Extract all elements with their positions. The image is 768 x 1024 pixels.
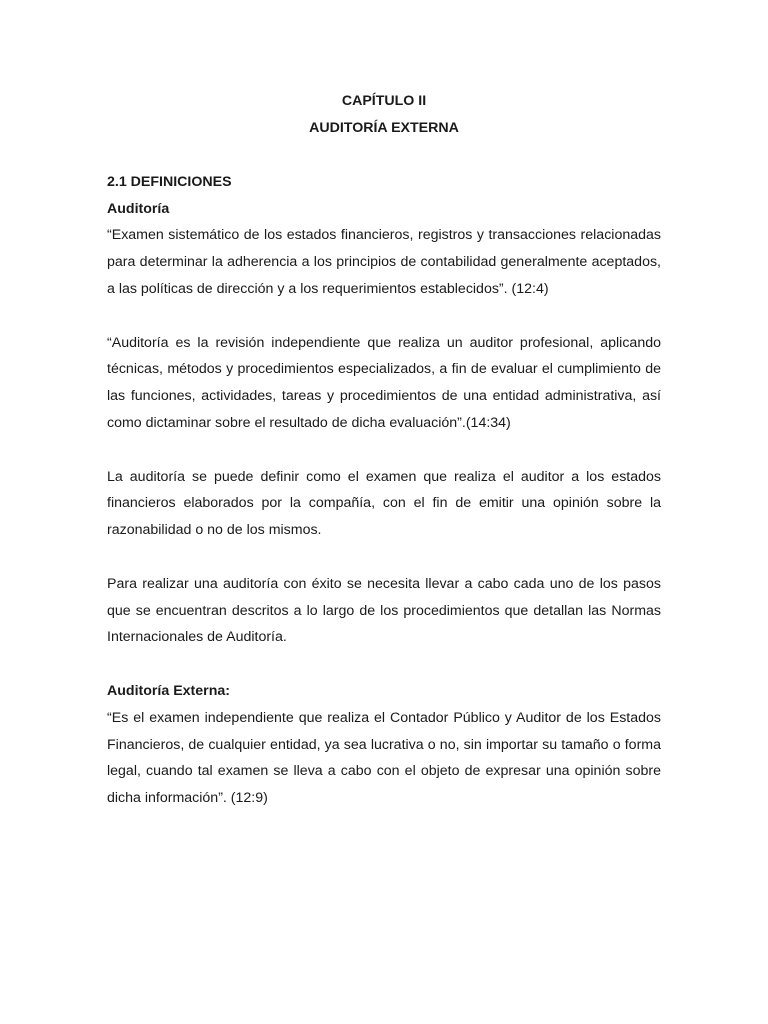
paragraph-definition-4: Para realizar una auditoría con éxito se necesita llevar a cabo cada uno de los pasos que se encuentran descritos a lo largo de los procedimientos que detallan las Normas Internacionales de Auditoría.	[107, 575, 661, 646]
chapter-title: AUDITORÍA EXTERNA	[309, 120, 459, 136]
paragraph-definition-2: “Auditoría es la revisión independiente que realiza un auditor profesional, aplicando técnicas, métodos y procedimientos especializados, a fin de evaluar el cumplimiento de las funciones, actividades, tareas y procedimientos de una entidad administrativa, así como dictaminar sobre el resultado de dicha evaluación”.(14:34)	[107, 334, 661, 431]
paragraph-external-audit-definition: “Es el examen independiente que realiza el Contador Público y Auditor de los Estados Financieros, de cualquier entidad, ya sea lucrativa o no, sin importar su tamaño o forma legal, cuando tal examen se lleva a cabo con el objeto de expresar una opinión sobre dicha información”. (12:9)	[107, 709, 661, 807]
subheading-auditoria: Auditoría	[107, 200, 170, 217]
subheading-auditoria-externa: Auditoría Externa:	[107, 682, 230, 699]
paragraph-definition-1: “Examen sistemático de los estados financieros, registros y transacciones relacionadas para determinar la adherencia a los principios de contabilidad generalmente aceptados, a las políticas de dirección y a los requerimientos establecidos”. (12:4)	[107, 227, 661, 297]
paragraph-definition-3: La auditoría se puede definir como el examen que realiza el auditor a los estados financieros elaborados por la compañía, con el fin de emitir una opinión sobre la razonabilidad o no de los mismos.	[107, 468, 661, 539]
section-heading: 2.1 DEFINICIONES	[107, 173, 232, 190]
chapter-label: CAPÍTULO II	[341, 93, 427, 109]
